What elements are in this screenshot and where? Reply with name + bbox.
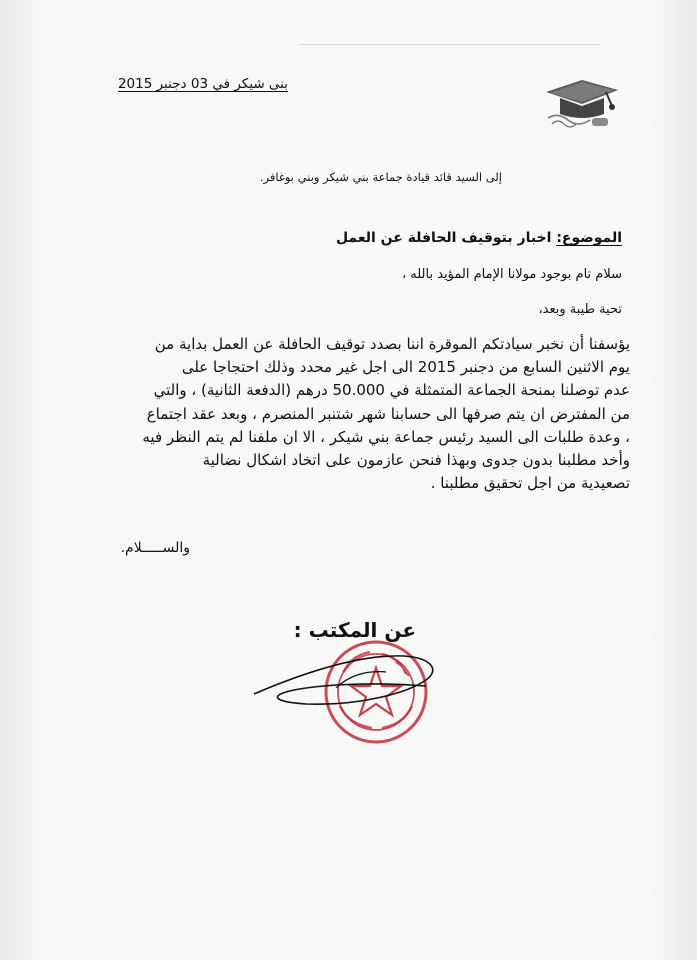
subject-line (335, 230, 622, 246)
letter-body (100, 333, 630, 495)
body-line: من المفترض ان يتم صرفها الى حسابنا شهر شتنبر المنصرم ، وبعد عقد اجتماع (146, 404, 630, 423)
top-divider (300, 44, 600, 45)
subject-text: اخبار بتوقيف الحافلة عن العمل (335, 230, 557, 246)
stamp-and-signature (236, 636, 446, 748)
body-line: عدم توصلنا بمنحة الجماعة المتمثلة في 50.000 درهم (الدفعة الثانية) ، والتي (153, 381, 630, 400)
body-line: ، وعدة طلبات الى السيد رئيس جماعة بني شيكر ، الا ان ملفنا لم يتم النظر فيه (142, 427, 630, 446)
body-line: يؤسفنا أن نخبر سيادتكم الموقرة اننا بصدد توقيف الحافلة عن العمل بداية من (154, 335, 630, 353)
body-line: يوم الاثنين السابع من دجنبر 2015 الى اجل غير محدد وذلك احتجاجا على (181, 358, 630, 377)
closing-line: والســـــلام. (120, 540, 190, 556)
salutation-line: تحية طيبة وبعد، (538, 302, 622, 317)
subject-label: الموضوع: (556, 230, 622, 246)
body-line: تصعيدية من اجل تحقيق مطلبنا . (430, 474, 630, 493)
handwritten-signature-icon (254, 656, 433, 704)
recipient-line: إلى السيد قائد قيادة جماعة بني شيكر وبني بوغافر. (259, 170, 502, 184)
greeting-line: سلام تام بوجود مولانا الإمام المؤيد بالله ، (401, 267, 622, 282)
letter-date: بنى شيكر في 03 دجنبر 2015 (117, 76, 288, 92)
graduation-cap-logo-icon (538, 76, 624, 134)
body-line: وأخد مطلبنا بدون جدوى وبهذا فنحن عازمون على اتخاد اشكال نضالية (202, 451, 630, 470)
office-signatory-label: عن المكتب : (293, 618, 416, 642)
